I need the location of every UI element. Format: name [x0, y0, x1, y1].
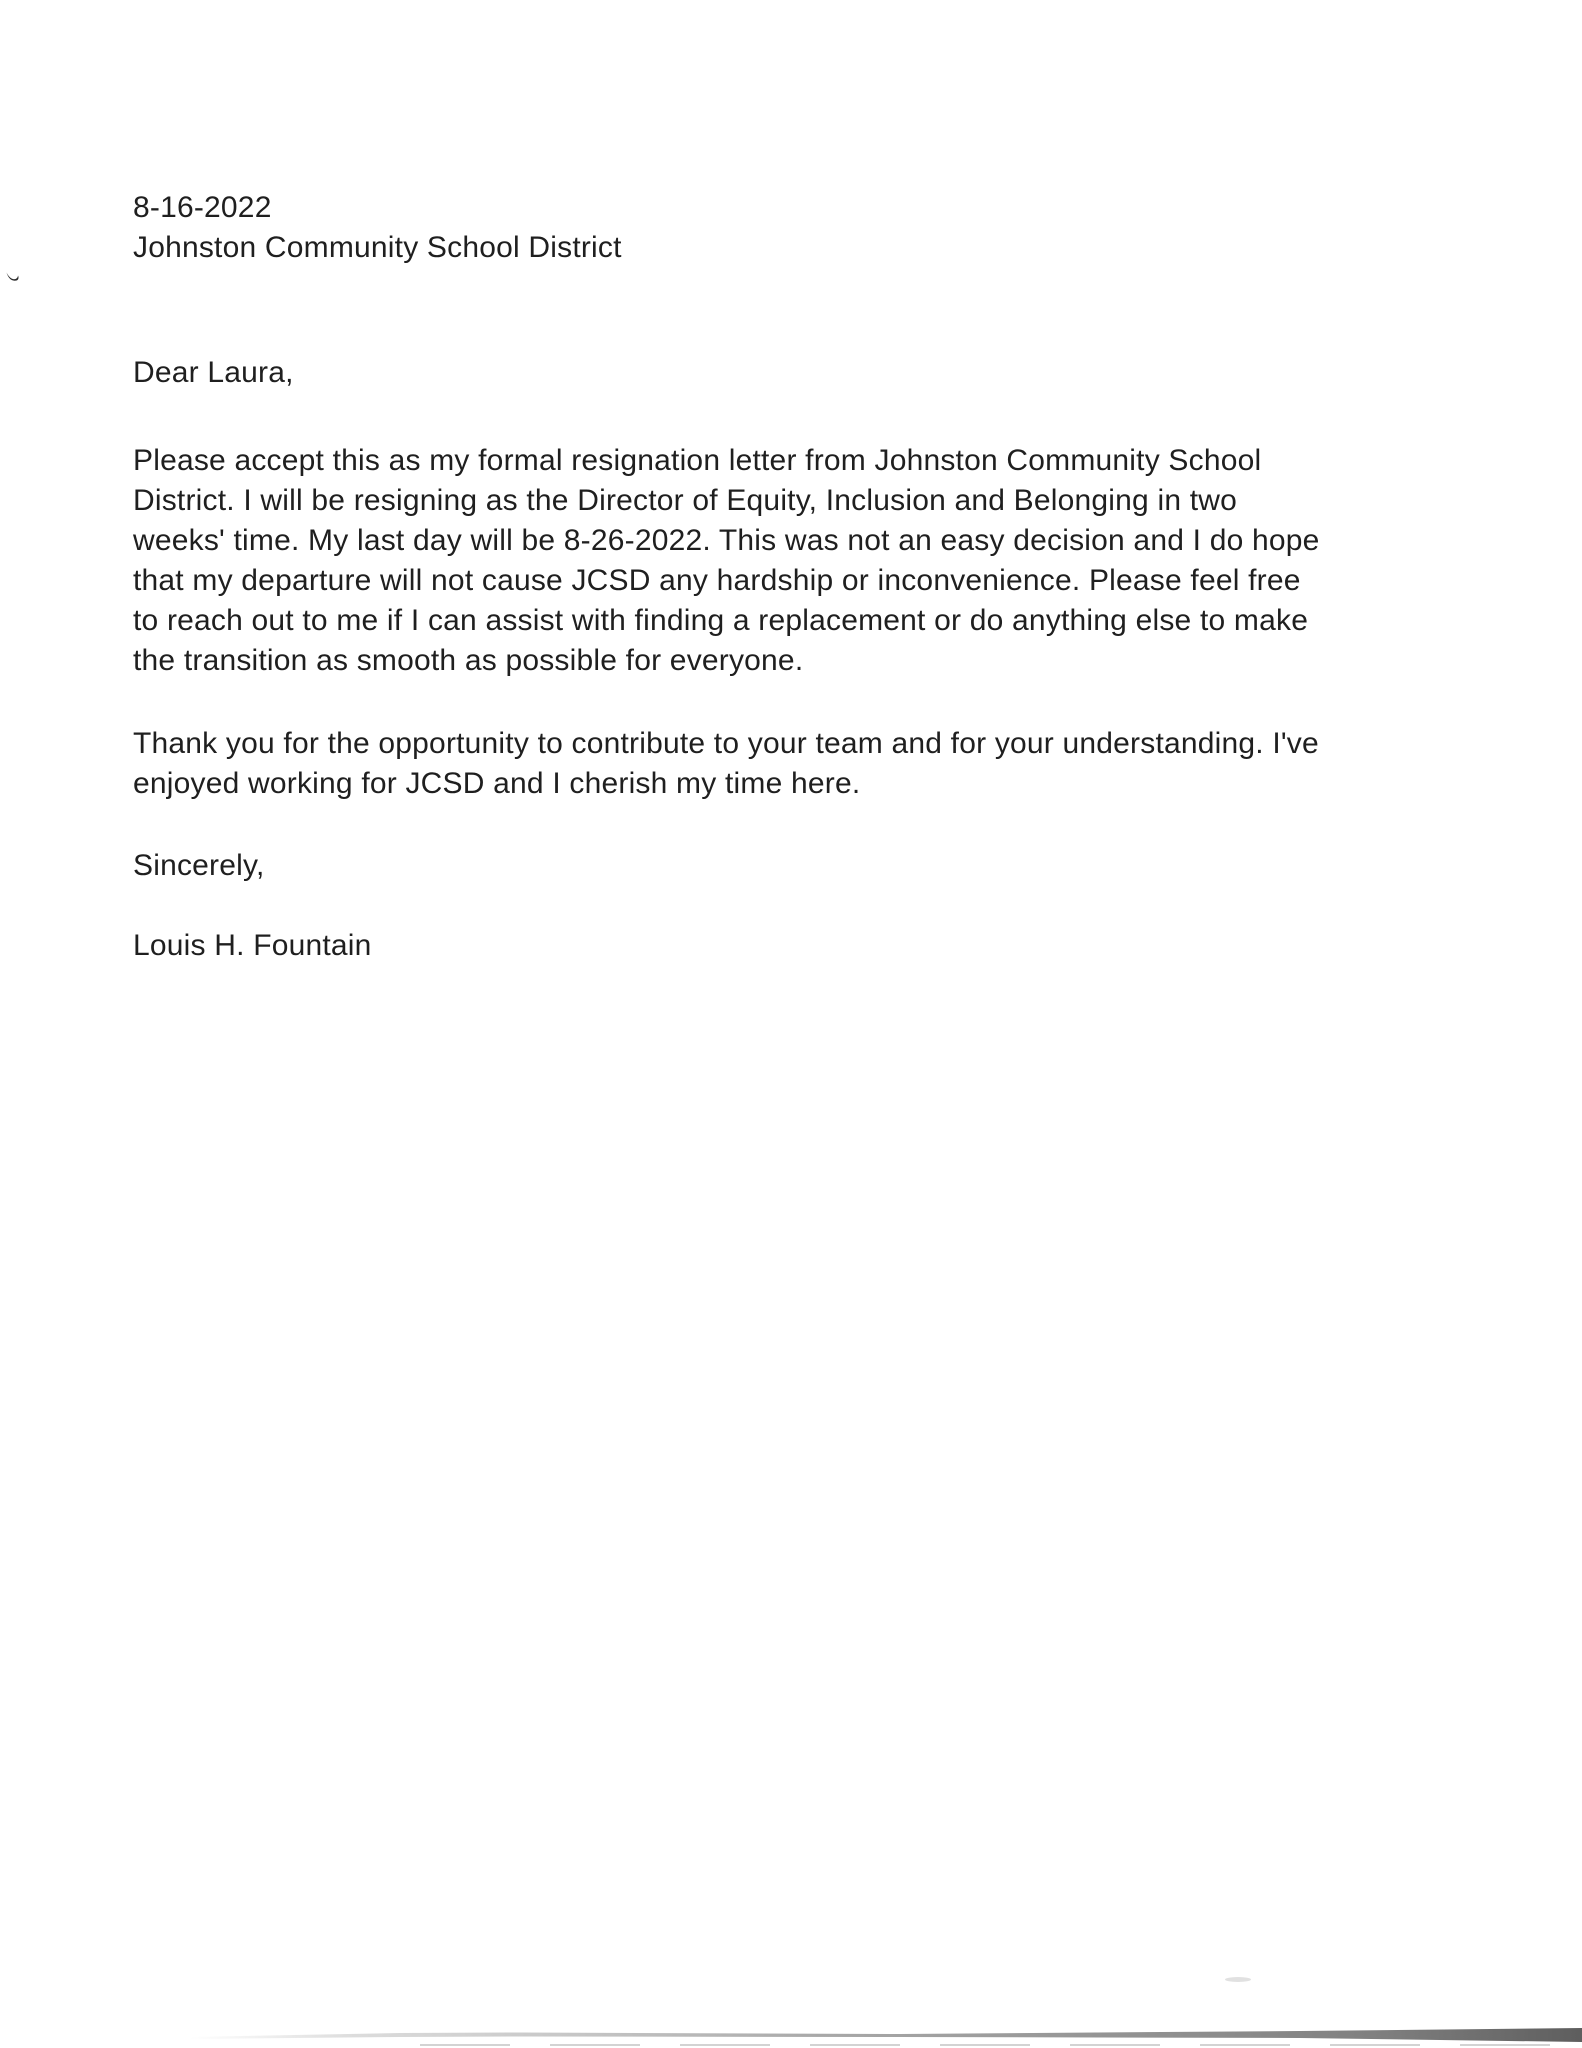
letter-line: Please accept this as my formal resignation letter from Johnston Community School	[133, 444, 1262, 477]
paragraph-resignation	[133, 441, 1463, 681]
ink-smudge-mark	[6, 269, 21, 284]
letter-line: that my departure will not cause JCSD any hardship or inconvenience. Please feel free	[133, 564, 1301, 597]
letter-line: District. I will be resigning as the Director of Equity, Inclusion and Belonging in two	[133, 484, 1238, 517]
letter-line: Thank you for the opportunity to contribute to your team and for your understanding. I've	[133, 727, 1319, 760]
letter-line: enjoyed working for JCSD and I cherish my time here.	[133, 767, 861, 800]
letter-line: to reach out to me if I can assist with finding a replacement or do anything else to make	[133, 604, 1309, 637]
letter-body	[133, 188, 1463, 966]
scan-smudge	[1225, 1977, 1251, 1982]
letter-date: 8-16-2022	[133, 191, 272, 224]
signature-name: Louis H. Fountain	[133, 929, 372, 962]
paragraph-thanks	[133, 724, 1463, 804]
signoff: Sincerely,	[133, 849, 265, 882]
scan-edge-shadow	[0, 2026, 1582, 2048]
letter-line: weeks' time. My last day will be 8-26-2022. This was not an easy decision and I do hope	[133, 524, 1320, 557]
salutation: Dear Laura,	[133, 356, 294, 389]
letter-header	[133, 188, 1463, 268]
recipient-organization: Johnston Community School District	[133, 231, 622, 264]
letter-line: the transition as smooth as possible for everyone.	[133, 644, 804, 677]
